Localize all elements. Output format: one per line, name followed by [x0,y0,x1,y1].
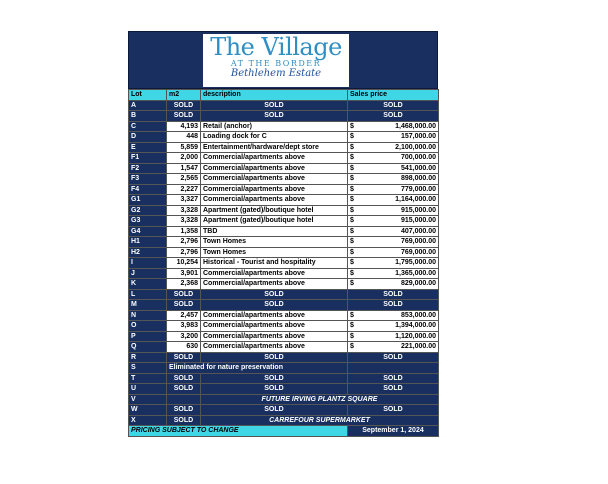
lot-cell: W [129,405,167,416]
area-cell: 3,328 [167,205,201,216]
table-row [129,342,439,353]
description-cell: SOLD [201,289,348,300]
description-cell: SOLD [201,405,348,416]
lot-cell: N [129,310,167,321]
area-cell: 2,796 [167,247,201,258]
lot-cell: G4 [129,226,167,237]
price-cell: SOLD [348,111,439,122]
description-cell: Commercial/apartments above [201,195,348,206]
description-cell: Commercial/apartments above [201,153,348,164]
area-cell: 5,859 [167,142,201,153]
table-row [129,321,439,332]
description-cell: Commercial/apartments above [201,174,348,185]
table-row [129,384,439,395]
price-cell: SOLD [348,289,439,300]
description-cell: SOLD [201,352,348,363]
table-row [129,352,439,363]
area-cell: 1,547 [167,163,201,174]
area-cell: 2,227 [167,184,201,195]
lot-cell: X [129,415,167,426]
lot-cell: K [129,279,167,290]
table-row [129,237,439,248]
table-row [129,184,439,195]
lot-cell: E [129,142,167,153]
lot-cell: F4 [129,184,167,195]
dollar-cell: $ [348,279,363,290]
dollar-cell: $ [348,142,363,153]
price-cell: SOLD [348,100,439,111]
dollar-cell: $ [348,258,363,269]
price-cell: 769,000.00 [363,247,439,258]
description-cell: SOLD [201,373,348,384]
lot-cell: B [129,111,167,122]
lot-cell: P [129,331,167,342]
dollar-cell: $ [348,195,363,206]
description-cell: Commercial/apartments above [201,163,348,174]
area-cell: 3,327 [167,195,201,206]
dollar-cell: $ [348,237,363,248]
price-cell [348,363,439,374]
footer-row [129,426,439,437]
description-cell: Town Homes [201,237,348,248]
description-cell: SOLD [201,100,348,111]
lot-cell: F3 [129,174,167,185]
area-cell: 448 [167,132,201,143]
area-cell: SOLD [167,405,201,416]
dollar-cell: $ [348,310,363,321]
lot-cell: U [129,384,167,395]
table-row [129,226,439,237]
price-cell: 769,000.00 [363,237,439,248]
lot-cell: H2 [129,247,167,258]
price-cell: SOLD [348,300,439,311]
price-cell: 221,000.00 [363,342,439,353]
description-cell: Commercial/apartments above [201,321,348,332]
price-cell: 1,795,000.00 [363,258,439,269]
header-banner [128,31,438,89]
price-cell: 829,000.00 [363,279,439,290]
dollar-cell: $ [348,132,363,143]
lot-cell: J [129,268,167,279]
description-cell: TBD [201,226,348,237]
table-row [129,121,439,132]
lot-cell: T [129,373,167,384]
dollar-cell: $ [348,184,363,195]
description-cell: Eliminated for nature preservation [167,363,348,374]
table-row [129,100,439,111]
table-row [129,205,439,216]
table-row [129,394,439,405]
lot-cell: G2 [129,205,167,216]
description-cell: Loading dock for C [201,132,348,143]
dollar-cell: $ [348,163,363,174]
dollar-cell: $ [348,153,363,164]
header-m2: m2 [167,90,201,101]
area-cell: 630 [167,342,201,353]
description-cell: Commercial/apartments above [201,342,348,353]
lots-table [128,89,439,437]
pricing-date: September 1, 2024 [348,426,439,437]
description-cell: Commercial/apartments above [201,279,348,290]
table-row [129,258,439,269]
price-cell: 541,000.00 [363,163,439,174]
lot-cell: L [129,289,167,300]
table-row [129,174,439,185]
area-cell: SOLD [167,352,201,363]
price-cell: 1,468,000.00 [363,121,439,132]
lot-cell: G1 [129,195,167,206]
lot-cell: O [129,321,167,332]
lot-cell: V [129,394,167,405]
price-cell: 1,164,000.00 [363,195,439,206]
price-cell: 915,000.00 [363,216,439,227]
dollar-cell: $ [348,174,363,185]
price-cell: 157,000.00 [363,132,439,143]
area-cell: 3,901 [167,268,201,279]
area-cell: 3,200 [167,331,201,342]
area-cell: 2,368 [167,279,201,290]
table-row [129,279,439,290]
dollar-cell: $ [348,121,363,132]
price-cell: SOLD [348,384,439,395]
price-cell: 2,100,000.00 [363,142,439,153]
area-cell: 3,983 [167,321,201,332]
area-cell: SOLD [167,384,201,395]
lot-cell: M [129,300,167,311]
description-cell: Commercial/apartments above [201,331,348,342]
lot-cell: A [129,100,167,111]
area-cell: SOLD [167,289,201,300]
price-cell: 1,365,000.00 [363,268,439,279]
table-row [129,415,439,426]
table-row [129,363,439,374]
dollar-cell: $ [348,205,363,216]
description-cell: Commercial/apartments above [201,310,348,321]
price-cell: 853,000.00 [363,310,439,321]
price-cell: 898,000.00 [363,174,439,185]
dollar-cell: $ [348,216,363,227]
lot-cell: G3 [129,216,167,227]
area-cell: 1,358 [167,226,201,237]
price-cell: 1,120,000.00 [363,331,439,342]
price-cell: 1,394,000.00 [363,321,439,332]
area-cell: 10,254 [167,258,201,269]
table-header-row [129,90,439,101]
price-sheet [128,31,438,437]
area-cell: 4,193 [167,121,201,132]
description-cell: CARREFOUR SUPERMARKET [201,415,439,426]
area-cell [167,394,201,405]
header-description: description [201,90,348,101]
description-cell: Historical - Tourist and hospitality [201,258,348,269]
table-row [129,111,439,122]
header-lot: Lot [129,90,167,101]
description-cell: SOLD [201,384,348,395]
price-cell: 915,000.00 [363,205,439,216]
price-cell: SOLD [348,373,439,384]
lot-cell: H1 [129,237,167,248]
logo-script: Bethlehem Estate [230,68,322,79]
table-row [129,405,439,416]
table-row [129,300,439,311]
area-cell: 2,457 [167,310,201,321]
dollar-cell: $ [348,331,363,342]
table-row [129,216,439,227]
price-cell: 779,000.00 [363,184,439,195]
dollar-cell: $ [348,342,363,353]
header-price: Sales price [348,90,439,101]
lot-cell: Q [129,342,167,353]
lot-cell: R [129,352,167,363]
pricing-note: PRICING SUBJECT TO CHANGE [129,426,348,437]
table-row [129,268,439,279]
dollar-cell: $ [348,321,363,332]
table-row [129,195,439,206]
logo [203,34,349,87]
area-cell: 2,000 [167,153,201,164]
description-cell: Commercial/apartments above [201,184,348,195]
description-cell: Apartment (gated)/boutique hotel [201,216,348,227]
lot-cell: I [129,258,167,269]
table-row [129,153,439,164]
table-row [129,373,439,384]
description-cell: Commercial/apartments above [201,268,348,279]
lot-cell: F1 [129,153,167,164]
area-cell: SOLD [167,300,201,311]
logo-subtitle: AT THE BORDER [230,59,322,68]
table-row [129,331,439,342]
table-row [129,163,439,174]
area-cell: 2,796 [167,237,201,248]
dollar-cell: $ [348,226,363,237]
description-cell: Town Homes [201,247,348,258]
table-row [129,142,439,153]
area-cell: SOLD [167,415,201,426]
description-cell: SOLD [201,300,348,311]
description-cell: FUTURE IRVING PLANTZ SQUARE [201,394,439,405]
table-row [129,289,439,300]
description-cell: Retail (anchor) [201,121,348,132]
description-cell: Apartment (gated)/boutique hotel [201,205,348,216]
price-cell: SOLD [348,405,439,416]
logo-title: The Village [210,33,342,61]
table-row [129,247,439,258]
lot-cell: D [129,132,167,143]
table-row [129,132,439,143]
price-cell: 407,000.00 [363,226,439,237]
lot-cell: S [129,363,167,374]
description-cell: SOLD [201,111,348,122]
table-row [129,310,439,321]
price-cell: SOLD [348,352,439,363]
dollar-cell: $ [348,247,363,258]
area-cell: SOLD [167,100,201,111]
price-cell: 700,000.00 [363,153,439,164]
area-cell: 3,328 [167,216,201,227]
lot-cell: F2 [129,163,167,174]
area-cell: 2,565 [167,174,201,185]
dollar-cell: $ [348,268,363,279]
description-cell: Entertainment/hardware/dept store [201,142,348,153]
area-cell: SOLD [167,111,201,122]
lot-cell: C [129,121,167,132]
area-cell: SOLD [167,373,201,384]
